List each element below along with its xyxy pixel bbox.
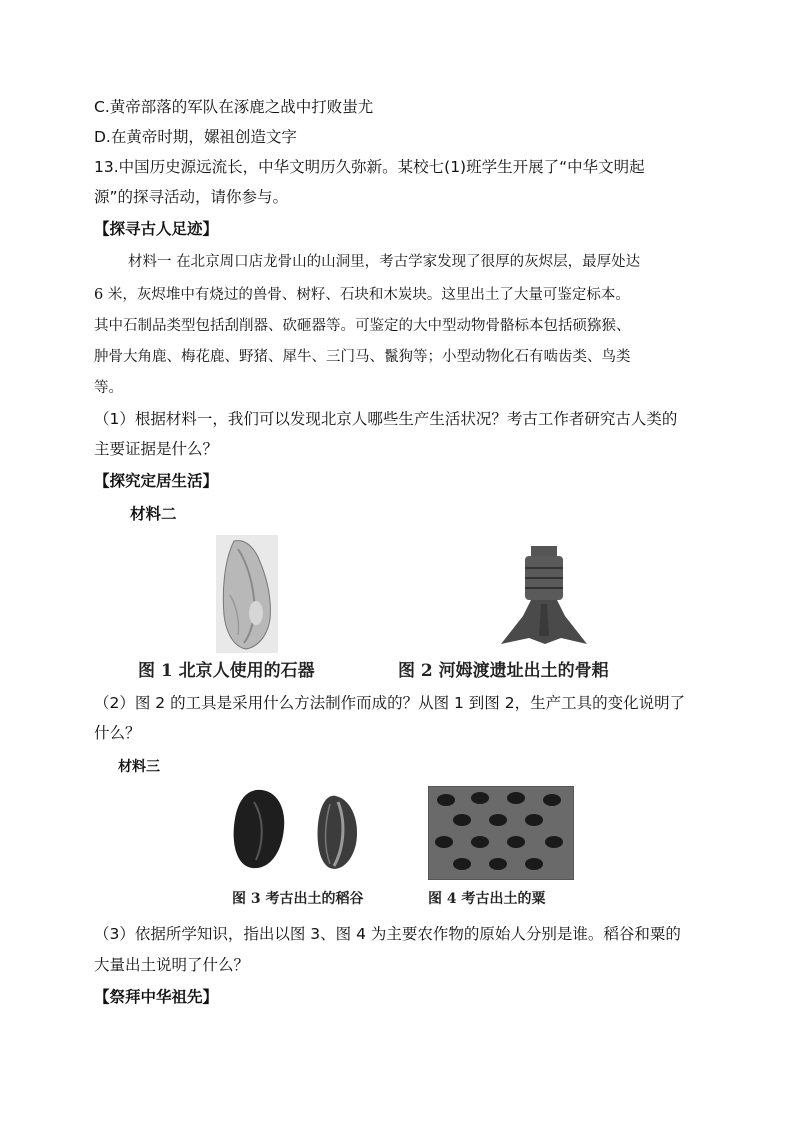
section-heading-2: 【探究定居生活】 [94,471,219,490]
question-13-line2: 源”的探寻活动，请你参与。 [94,188,289,206]
figure-1-caption: 图 1 北京人使用的石器 [138,661,315,681]
material-2-label: 材料二 [130,504,177,523]
millet-image [428,786,574,880]
figure-4-caption: 图 4 考古出土的粟 [428,891,546,907]
stone-tool-image [216,535,278,653]
bone-spade-image [495,544,595,654]
question-3-line2: 大量出土说明了什么？ [94,956,250,974]
material-1-line5: 等。 [94,380,123,396]
question-2-line1: （2）图 2 的工具是采用什么方法制作而成的？从图 1 到图 2，生产工具的变化说明了 [94,694,686,712]
question-1-line2: 主要证据是什么？ [94,440,219,458]
option-c: C.黄帝部落的军队在涿鹿之战中打败蚩尤 [94,98,374,116]
figure-2-caption: 图 2 河姆渡遗址出土的骨耜 [398,661,609,681]
section-heading-1: 【探寻古人足迹】 [94,219,219,238]
material-1-line1: 材料一 在北京周口店龙骨山的山洞里，考古学家发现了很厚的灰烬层，最厚处达 [128,254,641,270]
question-3-line1: （3）依据所学知识，指出以图 3、图 4 为主要农作物的原始人分别是谁。稻谷和粟的 [94,925,681,943]
question-1-line1: （1）根据材料一，我们可以发现北京人哪些生产生活状况？考古工作者研究古人类的 [94,410,678,428]
material-3-label: 材料三 [118,759,160,775]
section-heading-3: 【祭拜中华祖先】 [94,987,219,1006]
option-d: D.在黄帝时期，嫘祖创造文字 [94,128,297,146]
rice-grain-image [226,782,366,874]
question-2-line2: 什么？ [94,724,141,742]
material-1-line2: 6 米，灰烬堆中有烧过的兽骨、树籽、石块和木炭块。这里出土了大量可鉴定标本。 [94,287,630,303]
question-13-line1: 13.中国历史源远流长，中华文明历久弥新。某校七(1)班学生开展了“中华文明起 [94,158,645,176]
material-1-line3: 其中石制品类型包括刮削器、砍砸器等。可鉴定的大中型动物骨骼标本包括硕猕猴、 [94,318,631,334]
figure-3-caption: 图 3 考古出土的稻谷 [232,891,364,907]
material-1-line4: 肿骨大角鹿、梅花鹿、野猪、犀牛、三门马、鬣狗等；小型动物化石有啮齿类、鸟类 [94,349,631,365]
